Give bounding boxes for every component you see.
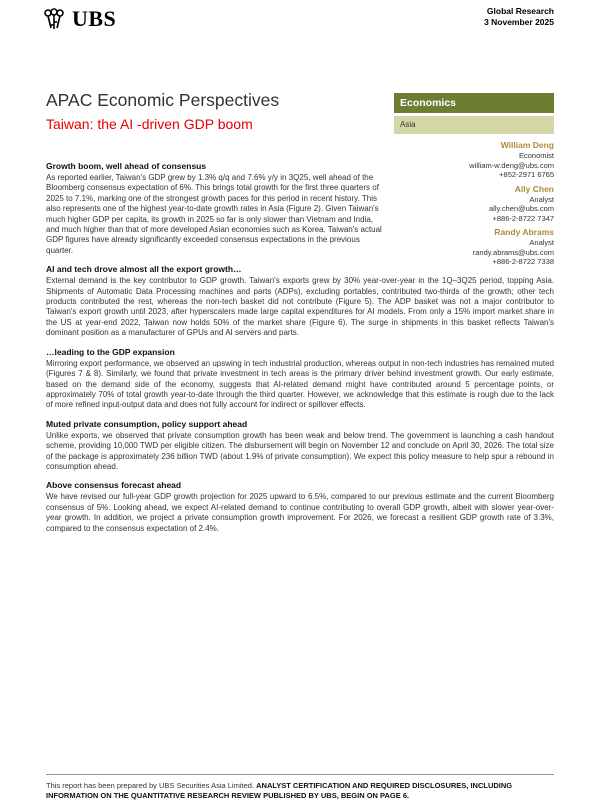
- analyst-phone: +886-2-8722 7338: [492, 257, 554, 266]
- analyst-name: Ally Chen: [514, 183, 554, 194]
- section-private-consumption: [46, 419, 554, 473]
- analyst-email[interactable]: william-w.deng@ubs.com: [469, 160, 554, 170]
- analyst-role: Analyst: [529, 238, 554, 247]
- section-heading: Growth boom, well ahead of consensus: [46, 161, 207, 171]
- analyst-role: Economist: [518, 151, 554, 160]
- analyst-phone: +852-2971 6765: [499, 170, 554, 179]
- disclosure-footer: [46, 774, 554, 800]
- section-text: Unlike exports, we observed that private consumption growth has been weak and below trend. The government is launching a cash handout scheme, providing 10,000 TWD per eligible citizen. The disbursement will begin on November 12 and conclude on April 30, 2026. The total size of the package is approximately 236 billion TWD (about 1.9% of private consumption). We expect this policy measure to help spur a rebound in consumption ahead.: [46, 430, 554, 471]
- analyst-name: Randy Abrams: [494, 227, 554, 237]
- section-heading: AI and tech drove almost all the export growth…: [46, 264, 242, 275]
- brand-name: UBS: [72, 6, 117, 31]
- section-text: We have revised our full-year GDP growth projection for 2025 upward to 6.5%, compared to our previous estimate and the current Bloomberg consensus of 5%. Looking ahead, we expect AI-related demand to continue contributing to overall GDP growth, albeit with slower year-over-year growth. In addition, we project a private consumption growth improvement. For 2026, we forecast a resilient GDP growth rate of 3.3%, compared to the consensus expectation of 2.4%.: [46, 492, 554, 533]
- report-body: [46, 161, 554, 542]
- analyst-name: William Deng: [500, 140, 554, 150]
- keys-logo-icon: [42, 8, 66, 30]
- report-type: Global Research: [486, 6, 554, 16]
- analyst-role: Analyst: [529, 194, 554, 204]
- report-date: 3 November 2025: [484, 17, 554, 27]
- section-heading: …leading to the GDP expansion: [46, 346, 175, 357]
- section-text: Mirroring export performance, we observed an upswing in tech industrial production, whereas output in non-tech industries has remained muted (Figures 7 & 8). Similarly, we found that private investment in tech areas is the primary driver behind investment growth. Our early estimate, based on the demand side of the economy, suggests that AI-related demand might have contributed around 5 percentage points, or approximately 70% of total growth year-to-date through the third quarter. However, we acknowledge that this estimate is rough due to the lack of more refined input-output data and does not fully account for indirect or spillover effects.: [46, 358, 554, 410]
- analyst-email[interactable]: randy.abrams@ubs.com: [472, 247, 554, 257]
- section-forecast: [46, 480, 554, 534]
- page-title: APAC Economic Perspectives: [46, 90, 280, 110]
- analyst-email[interactable]: ally.chen@ubs.com: [488, 204, 554, 213]
- section-growth-boom: [46, 161, 554, 256]
- section-heading: Muted private consumption, policy support ahead: [46, 418, 248, 429]
- report-meta: [484, 6, 554, 28]
- section-ai-exports: [46, 264, 554, 338]
- section-text: External demand is the key contributor to GDP growth. Taiwan's exports grew by 30% year-over-year in the 1Q–3Q25 period, topping Asia. Shipments of Automatic Data Processing machines and parts (ADPs), excluding portables, contributed two-thirds of the growth; other tech products contributed the rest, whereas the non-tech basket did not contribute (Figure 5). The ADP basket was not a major contributor to Taiwan's export growth until 2023, after hyperscalers made large capital expenditures for AI models. From only a 15% import market share in the US at year-end 2022, Taiwan now holds 50% of the market share (Figure 6). The surge in shipments in this basket reflects Taiwan's dominant position as a manufacturer of GPUs and AI servers and parts.: [46, 276, 554, 338]
- analyst-phone: +886-2-8722 7347: [492, 213, 554, 223]
- ubs-logo: [42, 6, 116, 32]
- section-heading: Above consensus forecast ahead: [46, 480, 182, 491]
- footer-lead: This report has been prepared by UBS Securities Asia Limited.: [46, 781, 255, 790]
- region-label: Asia: [394, 116, 554, 134]
- page-subtitle: Taiwan: the AI -driven GDP boom: [46, 116, 253, 132]
- section-text: As reported earlier, Taiwan's GDP grew by 1.3% q/q and 7.6% y/y in 3Q25, well ahead of the Bloomberg consensus expectation of 6%. This brings total growth for the first three quarters of 2025 to 7.1%, marking one of the strongest growth paces for this period in recent history. This also represents one of the highest year-to-date growth rates in Asia (Figure 2). Given Taiwan's much higher GDP per capita, its growth in 2025 so far is only slower than Vietnam and India, and much higher than that of more developed Asian economies such as Korea. Taiwan's actual GDP figures have already significantly exceeded consensus expectations in the previous quarter.: [46, 173, 382, 255]
- footer-disclosure: ANALYST CERTIFICATION AND REQUIRED DISCLOSURES, INCLUDING INFORMATION ON THE QUANTITATIVE RESEARCH REVIEW PUBLISHED BY UBS, BEGIN ON PAGE 6.: [46, 781, 513, 800]
- section-label: Economics: [394, 93, 554, 113]
- section-gdp-expansion: [46, 347, 554, 411]
